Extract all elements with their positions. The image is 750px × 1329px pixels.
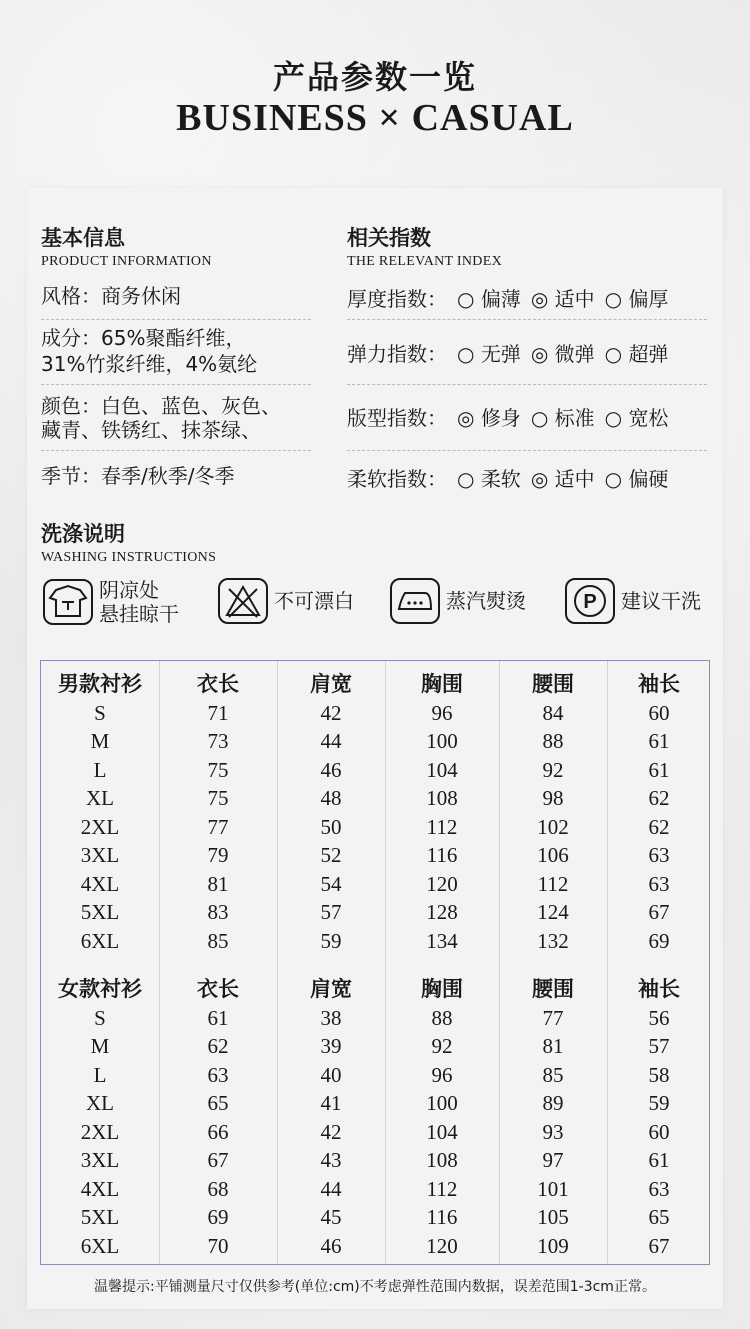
- table-header-row: [41, 670, 711, 698]
- table-cell: 59: [648, 1091, 670, 1115]
- color-info-1: 颜色：白色、蓝色、灰色、: [41, 394, 281, 418]
- table-cell: 104: [426, 1119, 458, 1144]
- table-cell: 67: [207, 1148, 229, 1172]
- table-row: [41, 756, 711, 784]
- table-cell: 88: [542, 729, 564, 753]
- index-row: [347, 402, 668, 431]
- table-cell: 73: [207, 729, 229, 753]
- table-row: [41, 870, 711, 898]
- table-cell: 112: [426, 814, 458, 839]
- table-cell: 75: [207, 757, 229, 782]
- table-cell: 63: [207, 1062, 229, 1087]
- index-label: 版型指数：: [347, 406, 447, 430]
- table-cell: 132: [537, 928, 569, 953]
- table-cell: 105: [537, 1205, 569, 1229]
- table-header-cell: 男款衬衫: [58, 671, 142, 696]
- color-info-2: 藏青、铁锈红、抹茶绿、: [41, 418, 261, 442]
- washing-title: 洗涤说明: [41, 521, 125, 546]
- table-cell: 48: [320, 786, 342, 810]
- index-row: [347, 463, 668, 492]
- table-cell: 116: [426, 1205, 458, 1229]
- table-cell: 61: [648, 757, 670, 782]
- index-option-label: 偏厚: [628, 287, 669, 311]
- wash-label: 阴凉处 悬挂晾干: [99, 578, 179, 626]
- dry-clean-icon: [565, 578, 615, 624]
- index-option-label: 柔软: [480, 467, 521, 491]
- table-cell: 92: [542, 757, 564, 782]
- divider: [41, 319, 311, 320]
- basic-info-subtitle: PRODUCT INFORMATION: [41, 254, 212, 269]
- table-cell: 61: [648, 1148, 670, 1172]
- table-row: [41, 927, 711, 955]
- table-cell: 124: [537, 900, 569, 924]
- table-cell: 45: [320, 1205, 342, 1229]
- table-cell: 63: [648, 871, 670, 896]
- table-cell: 81: [542, 1034, 564, 1058]
- table-cell: 68: [207, 1176, 229, 1201]
- washing-heading: [41, 518, 216, 566]
- table-cell: 93: [542, 1119, 564, 1144]
- table-cell: 100: [426, 729, 458, 753]
- steam-iron-icon: [390, 578, 440, 624]
- table-cell: 109: [537, 1233, 569, 1258]
- table-cell: 5XL: [80, 1205, 120, 1229]
- table-row: [41, 841, 711, 869]
- relevant-index-subtitle: THE RELEVANT INDEX: [347, 254, 502, 269]
- index-row: [347, 283, 668, 312]
- index-option-label: 适中: [554, 287, 595, 311]
- table-cell: 100: [426, 1091, 458, 1115]
- table-cell: 2XL: [80, 814, 120, 839]
- table-cell: 116: [426, 843, 458, 867]
- selected-circle-icon: ◎: [530, 467, 549, 491]
- table-cell: 120: [426, 871, 458, 896]
- table-cell: 42: [320, 700, 342, 725]
- table-cell: 83: [207, 900, 229, 924]
- divider: [347, 384, 707, 385]
- table-cell: 54: [320, 871, 342, 896]
- table-cell: 98: [542, 786, 564, 810]
- table-cell: 42: [320, 1119, 342, 1144]
- relevant-index-title: 相关指数: [347, 225, 431, 250]
- table-cell: 63: [648, 1176, 670, 1201]
- index-label: 弹力指数：: [347, 342, 447, 366]
- table-cell: 106: [537, 843, 569, 867]
- index-option: [531, 406, 595, 430]
- table-row: [41, 813, 711, 841]
- wash-item-no-bleach: [218, 578, 354, 624]
- table-cell: 58: [648, 1062, 670, 1087]
- empty-circle-icon: ○: [457, 467, 475, 491]
- table-cell: 96: [431, 1062, 453, 1087]
- table-cell: 96: [431, 700, 453, 725]
- table-header-cell: 胸围: [421, 976, 463, 1001]
- table-cell: 41: [320, 1091, 342, 1115]
- table-cell: 57: [320, 900, 342, 924]
- table-cell: 112: [426, 1176, 458, 1201]
- table-cell: 67: [648, 900, 670, 924]
- index-option: [605, 467, 669, 491]
- table-header-cell: 胸围: [421, 671, 463, 696]
- table-cell: 56: [648, 1005, 670, 1030]
- material-info-2: 31%竹浆纤维，4%氨纶: [41, 352, 258, 376]
- table-cell: 79: [207, 843, 229, 867]
- index-option: [531, 467, 595, 491]
- table-cell: XL: [86, 1091, 114, 1115]
- table-cell: 67: [648, 1233, 670, 1258]
- wash-label: 蒸汽熨烫: [446, 589, 526, 613]
- table-row: [41, 727, 711, 755]
- index-option: [605, 406, 669, 430]
- table-cell: 59: [320, 928, 342, 953]
- table-cell: 46: [320, 757, 342, 782]
- no-bleach-icon: [218, 578, 268, 624]
- index-label: 厚度指数：: [347, 287, 447, 311]
- style-info: 风格：商务休闲: [41, 284, 181, 308]
- table-row: [41, 1118, 711, 1146]
- table-cell: 52: [320, 843, 342, 867]
- table-cell: 4XL: [80, 1176, 120, 1201]
- table-cell: XL: [86, 786, 114, 810]
- table-cell: 108: [426, 786, 458, 810]
- index-option: [605, 287, 669, 311]
- table-cell: 62: [648, 786, 670, 810]
- table-cell: 62: [648, 814, 670, 839]
- table-cell: 60: [648, 700, 670, 725]
- page-subtitle: BUSINESS × CASUAL: [176, 97, 574, 139]
- table-row: [41, 1146, 711, 1174]
- table-row: [41, 898, 711, 926]
- table-cell: 38: [320, 1005, 342, 1030]
- table-cell: 89: [542, 1091, 564, 1115]
- table-cell: 44: [320, 729, 342, 753]
- wash-label: 不可漂白: [274, 589, 354, 613]
- table-header-cell: 腰围: [532, 976, 574, 1001]
- index-option-label: 标准: [554, 406, 595, 430]
- svg-text:P: P: [583, 591, 597, 613]
- index-option: [531, 342, 595, 366]
- index-option-label: 超弹: [628, 342, 669, 366]
- empty-circle-icon: ○: [604, 342, 623, 366]
- table-cell: 6XL: [80, 1233, 120, 1258]
- table-cell: 101: [537, 1176, 569, 1201]
- table-cell: 120: [426, 1233, 458, 1258]
- table-header-cell: 女款衬衫: [58, 976, 142, 1001]
- washing-subtitle: WASHING INSTRUCTIONS: [41, 550, 217, 565]
- index-option-label: 适中: [554, 467, 595, 491]
- wash-item-hang-dry: [43, 578, 179, 626]
- table-cell: 61: [648, 729, 670, 753]
- table-cell: 65: [648, 1205, 670, 1229]
- table-cell: 44: [320, 1176, 342, 1201]
- table-cell: M: [90, 729, 110, 753]
- index-option-label: 修身: [480, 406, 521, 430]
- index-option: [605, 342, 669, 366]
- table-cell: 81: [207, 871, 229, 896]
- table-cell: 6XL: [80, 928, 120, 953]
- table-row: [41, 1232, 711, 1260]
- empty-circle-icon: ○: [604, 467, 623, 491]
- table-cell: 50: [320, 814, 342, 839]
- table-cell: 61: [207, 1005, 229, 1030]
- footnote: 温馨提示:平铺测量尺寸仅供参考(单位:cm)不考虑弹性范围内数据，误差范围1-3cm正常。: [94, 1279, 656, 1295]
- wash-label: 建议干洗: [621, 589, 701, 613]
- table-cell: 104: [426, 757, 458, 782]
- index-option: [457, 287, 521, 311]
- table-cell: 66: [207, 1119, 229, 1144]
- page-title: 产品参数一览: [272, 58, 477, 96]
- table-cell: 112: [537, 871, 569, 896]
- table-row: [41, 1032, 711, 1060]
- basic-info-title: 基本信息: [41, 225, 125, 250]
- relevant-index-heading: [347, 222, 502, 270]
- table-cell: 3XL: [80, 1148, 120, 1172]
- divider: [347, 319, 707, 320]
- table-header-row: [41, 975, 711, 1003]
- table-header-cell: 肩宽: [310, 976, 352, 1001]
- selected-circle-icon: ◎: [530, 287, 549, 311]
- table-cell: M: [90, 1034, 110, 1058]
- table-cell: 3XL: [80, 843, 120, 867]
- table-cell: 88: [431, 1005, 453, 1030]
- table-cell: 43: [320, 1148, 342, 1172]
- empty-circle-icon: ○: [604, 287, 623, 311]
- season-info: 季节：春季/秋季/冬季: [41, 464, 235, 488]
- divider: [347, 450, 707, 451]
- divider: [41, 450, 311, 451]
- table-cell: 5XL: [80, 900, 120, 924]
- table-header-cell: 袖长: [638, 976, 680, 1001]
- table-cell: 85: [207, 928, 229, 953]
- table-header-cell: 衣长: [197, 671, 239, 696]
- index-option: [531, 287, 595, 311]
- table-cell: 4XL: [80, 871, 120, 896]
- table-row: [41, 1089, 711, 1117]
- table-cell: S: [94, 700, 106, 725]
- size-chart: [40, 660, 710, 1265]
- empty-circle-icon: ○: [604, 406, 623, 430]
- table-cell: S: [94, 1005, 106, 1030]
- hang-dry-shade-icon: [43, 579, 93, 625]
- table-cell: 46: [320, 1233, 342, 1258]
- table-cell: 39: [320, 1034, 342, 1058]
- table-row: [41, 1203, 711, 1231]
- table-cell: 40: [320, 1062, 342, 1087]
- index-option-label: 微弹: [554, 342, 595, 366]
- table-cell: 85: [542, 1062, 564, 1087]
- index-option: [457, 467, 521, 491]
- table-cell: 102: [537, 814, 569, 839]
- table-cell: 75: [207, 786, 229, 810]
- table-row: [41, 784, 711, 812]
- table-cell: 63: [648, 843, 670, 867]
- empty-circle-icon: ○: [457, 287, 475, 311]
- index-option: [457, 406, 521, 430]
- empty-circle-icon: ○: [457, 342, 475, 366]
- table-cell: 84: [542, 700, 564, 725]
- table-cell: 108: [426, 1148, 458, 1172]
- table-row: [41, 699, 711, 727]
- table-row: [41, 1061, 711, 1089]
- wash-item-steam-iron: [390, 578, 526, 624]
- table-header-cell: 肩宽: [310, 671, 352, 696]
- table-cell: 71: [207, 700, 229, 725]
- table-cell: 97: [542, 1148, 564, 1172]
- table-cell: 57: [648, 1034, 670, 1058]
- table-cell: 69: [207, 1205, 229, 1229]
- index-option-label: 偏硬: [628, 467, 669, 491]
- index-option-label: 无弹: [480, 342, 521, 366]
- table-cell: 77: [542, 1005, 564, 1030]
- table-cell: 60: [648, 1119, 670, 1144]
- selected-circle-icon: ◎: [457, 406, 475, 430]
- table-cell: 70: [207, 1233, 229, 1258]
- table-row: [41, 1175, 711, 1203]
- index-option-label: 宽松: [628, 406, 669, 430]
- table-cell: 92: [431, 1034, 453, 1058]
- wash-item-dry-clean: [565, 578, 701, 624]
- table-cell: L: [93, 757, 107, 782]
- table-header-cell: 衣长: [197, 976, 239, 1001]
- table-cell: 69: [648, 928, 670, 953]
- table-header-cell: 腰围: [532, 671, 574, 696]
- empty-circle-icon: ○: [530, 406, 549, 430]
- table-cell: 65: [207, 1091, 229, 1115]
- index-row: [347, 338, 668, 367]
- divider: [41, 384, 311, 385]
- table-cell: 128: [426, 900, 458, 924]
- material-info-1: 成分：65%聚酯纤维，: [41, 326, 246, 350]
- table-cell: 134: [426, 928, 458, 953]
- selected-circle-icon: ◎: [530, 342, 549, 366]
- table-cell: L: [93, 1062, 107, 1087]
- table-row: [41, 1004, 711, 1032]
- index-label: 柔软指数：: [347, 467, 447, 491]
- table-cell: 77: [207, 814, 229, 839]
- index-option-label: 偏薄: [480, 287, 521, 311]
- table-cell: 2XL: [80, 1119, 120, 1144]
- index-option: [457, 342, 521, 366]
- basic-info-heading: [41, 222, 212, 270]
- table-header-cell: 袖长: [638, 671, 680, 696]
- table-cell: 62: [207, 1034, 229, 1058]
